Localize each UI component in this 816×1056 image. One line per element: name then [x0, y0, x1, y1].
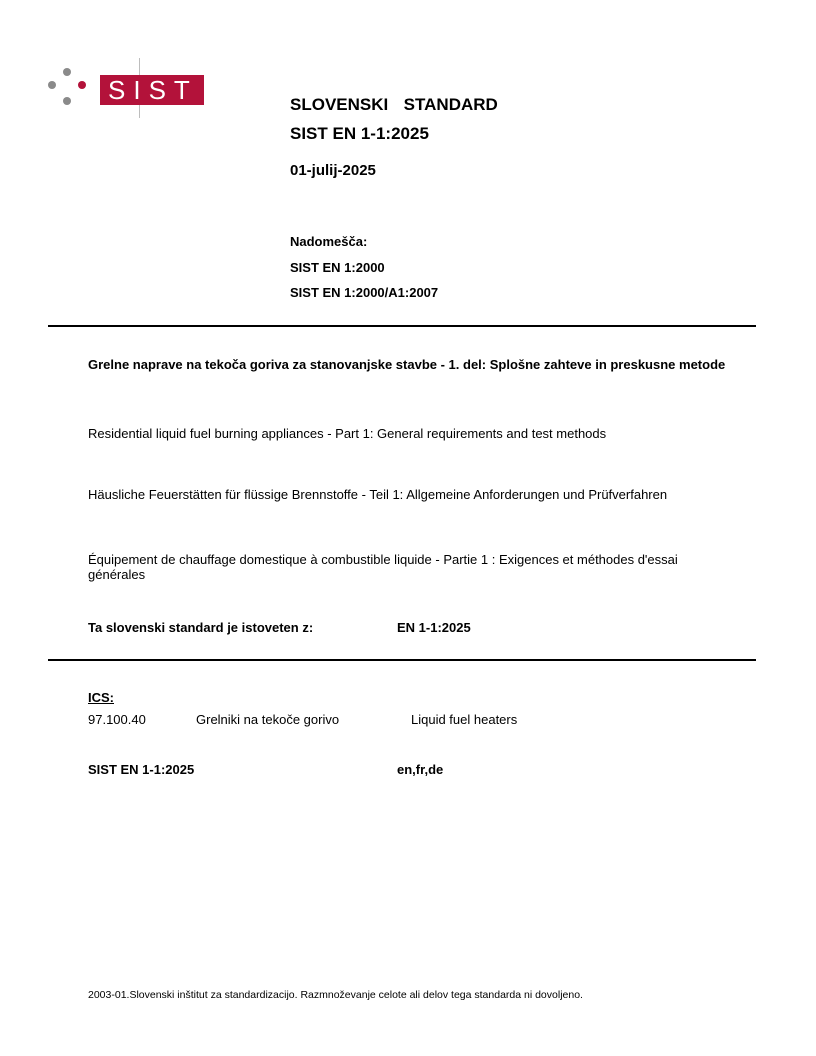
ics-code: 97.100.40: [88, 712, 146, 727]
title-french: Équipement de chauffage domestique à combustible liquide - Partie 1 : Exigences et méthodes d'essai générales: [88, 552, 678, 582]
logo-wordmark: SIST: [100, 75, 204, 105]
title-slovenian: Grelne naprave na tekoča goriva za stanovanjske stavbe - 1. del: Splošne zahteve in preskusne metode: [88, 357, 726, 372]
document-languages: en,fr,de: [397, 762, 444, 777]
title-english: Residential liquid fuel burning appliances - Part 1: General requirements and test methods: [88, 426, 607, 441]
title-german: Häusliche Feuerstätten für flüssige Brennstoffe - Teil 1: Allgemeine Anforderungen und Prüfverfahren: [88, 487, 668, 502]
ics-description-slovenian: Grelniki na tekoče gorivo: [196, 712, 340, 727]
divider-top: [48, 325, 756, 327]
ics-label: ICS:: [88, 690, 114, 705]
copyright-footer: 2003-01.Slovenski inštitut za standardizacijo. Razmnoževanje celote ali delov tega standarda ni dovoljeno.: [88, 989, 583, 1001]
replaced-standard: SIST EN 1:2000/A1:2007: [290, 285, 439, 300]
identical-value: EN 1-1:2025: [397, 620, 471, 635]
logo-dot-icon: [78, 81, 86, 89]
standard-code: SIST EN 1-1:2025: [290, 124, 429, 143]
standard-label: SLOVENSKI STANDARD: [290, 95, 498, 114]
divider-bottom: [48, 659, 756, 661]
publication-date: 01-julij-2025: [290, 162, 376, 179]
document-code: SIST EN 1-1:2025: [88, 762, 195, 777]
identical-label: Ta slovenski standard je istoveten z:: [88, 620, 314, 635]
logo-dot-icon: [63, 68, 71, 76]
logo-dot-icon: [63, 97, 71, 105]
replaced-standard: SIST EN 1:2000: [290, 260, 385, 275]
ics-description-english: Liquid fuel heaters: [411, 712, 518, 727]
logo-dot-icon: [48, 81, 56, 89]
replaces-label: Nadomešča:: [290, 234, 368, 249]
